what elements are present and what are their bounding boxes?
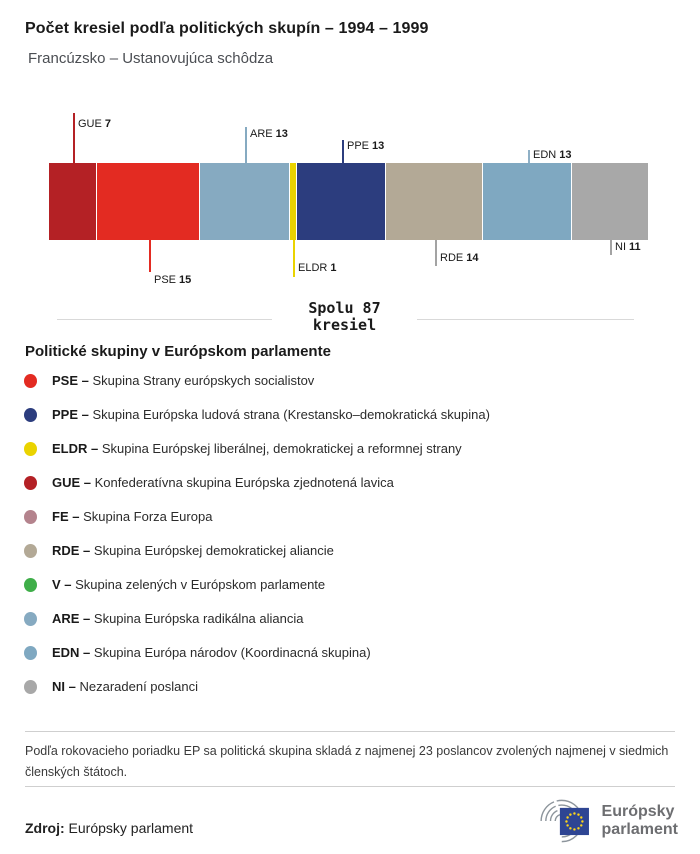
- legend-item-gue: [0, 473, 700, 493]
- group-seats: 13: [559, 149, 572, 161]
- callout-line-ni: [610, 240, 612, 255]
- legend-label: [52, 509, 212, 524]
- group-seats: 14: [466, 252, 479, 264]
- legend-dot-edn: [24, 646, 37, 660]
- group-seats: 1: [330, 262, 337, 274]
- legend-label: [52, 373, 314, 388]
- callout-label-eldr: [298, 262, 336, 274]
- ep-logo-text: Európsky parlament: [601, 803, 678, 838]
- bar-segment-edn: [483, 163, 573, 240]
- callout-label-ppe: [347, 140, 384, 152]
- page-subtitle: Francúzsko – Ustanovujúca schôdza: [28, 50, 274, 67]
- legend-item-edn: [0, 643, 700, 663]
- bar-segment-ppe: [297, 163, 387, 240]
- group-code: EDN: [533, 149, 557, 161]
- callout-line-edn: [528, 150, 530, 163]
- legend-code: ELDR –: [52, 441, 102, 456]
- ep-hemicycle-flag-icon: [528, 792, 596, 850]
- group-code: NI: [615, 241, 626, 253]
- legend-heading: Politické skupiny v Európskom parlamente: [25, 343, 331, 360]
- european-parliament-logo: [528, 792, 678, 850]
- stacked-bar: [49, 163, 648, 240]
- legend-label: [52, 407, 490, 422]
- callout-line-rde: [435, 240, 437, 266]
- legend-desc: Nezaradení poslanci: [79, 679, 198, 694]
- legend-code: ARE –: [52, 611, 94, 626]
- legend-desc: Skupina Forza Europa: [83, 509, 213, 524]
- callout-label-gue: [78, 118, 111, 130]
- legend-desc: Skupina Európska ludová strana (Krestansko–demokratická skupina): [92, 407, 490, 422]
- legend-dot-ppe: [24, 408, 37, 422]
- legend-label: [52, 611, 303, 626]
- legend-label: [52, 679, 198, 694]
- legend-item-pse: [0, 371, 700, 391]
- legend-desc: Skupina Európska radikálna aliancia: [93, 611, 304, 626]
- callout-label-rde: [440, 252, 478, 264]
- legend-label: [52, 577, 325, 592]
- group-code: GUE: [78, 118, 102, 130]
- legend-code: FE –: [52, 509, 84, 524]
- legend-dot-v: [24, 578, 37, 592]
- bar-segment-gue: [49, 163, 97, 240]
- legend-desc: Skupina Strany európskych socialistov: [92, 373, 315, 388]
- callout-line-ppe: [342, 140, 344, 163]
- group-code: ARE: [250, 128, 273, 140]
- total-divider-right: [417, 319, 634, 320]
- seat-distribution-chart: [0, 0, 700, 340]
- legend-dot-are: [24, 612, 37, 626]
- legend-item-eldr: [0, 439, 700, 459]
- group-seats: 15: [179, 274, 192, 286]
- group-code: PSE: [154, 274, 177, 286]
- source-value: Európsky parlament: [64, 820, 194, 836]
- legend-dot-ni: [24, 680, 37, 694]
- legend-item-v: [0, 575, 700, 595]
- footnote: Podľa rokovacieho poriadku EP sa politická skupina skladá z najmenej 23 poslancov zvolených najmenej v siedmich členských štátoch.: [25, 744, 669, 779]
- legend-dot-fe: [24, 510, 37, 524]
- legend-label: [52, 475, 394, 490]
- callout-label-are: [250, 128, 288, 140]
- legend-item-ni: [0, 677, 700, 697]
- callout-line-are: [245, 127, 247, 163]
- group-code: RDE: [440, 252, 464, 264]
- callout-line-eldr: [293, 240, 295, 277]
- divider-bottom: [25, 786, 675, 787]
- legend-dot-gue: [24, 476, 37, 490]
- legend-desc: Skupina Európa národov (Koordinacná skupina): [93, 645, 371, 660]
- bar-segment-rde: [386, 163, 482, 240]
- bar-segment-eldr: [290, 163, 297, 240]
- legend-item-rde: [0, 541, 700, 561]
- legend-label: [52, 645, 371, 660]
- total-seats-row: [0, 298, 700, 340]
- legend-code: GUE –: [52, 475, 95, 490]
- legend-dot-rde: [24, 544, 37, 558]
- callout-line-gue: [73, 113, 75, 163]
- bar-segment-ni: [572, 163, 648, 240]
- divider-top: [25, 731, 675, 732]
- callout-line-pse: [149, 240, 151, 272]
- group-seats: 11: [629, 241, 641, 253]
- legend-dot-eldr: [24, 442, 37, 456]
- legend-item-ppe: [0, 405, 700, 425]
- bar-segment-are: [200, 163, 290, 240]
- page-title: Počet kresiel podľa politických skupín – 1994 – 1999: [25, 20, 429, 37]
- group-seats: 13: [275, 128, 288, 140]
- legend-code: RDE –: [52, 543, 94, 558]
- group-code: ELDR: [298, 262, 328, 274]
- eu-flag: [560, 808, 589, 835]
- source-line: [25, 820, 193, 836]
- callout-label-ni: [615, 241, 641, 253]
- legend-desc: Skupina zelených v Európskom parlamente: [75, 577, 326, 592]
- total-divider-left: [57, 319, 272, 320]
- legend-code: EDN –: [52, 645, 94, 660]
- legend-code: PSE –: [52, 373, 93, 388]
- group-code: PPE: [347, 140, 370, 152]
- legend-desc: Konfederatívna skupina Európska zjednotená lavica: [94, 475, 394, 490]
- legend-label: [52, 543, 334, 558]
- callout-label-pse: [154, 274, 191, 286]
- legend-item-fe: [0, 507, 700, 527]
- bar-segment-pse: [97, 163, 200, 240]
- legend-code: NI –: [52, 679, 80, 694]
- legend-dot-pse: [24, 374, 37, 388]
- legend-code: V –: [52, 577, 76, 592]
- group-seats: 7: [104, 118, 111, 130]
- legend-label: [52, 441, 462, 456]
- legend-item-are: [0, 609, 700, 629]
- total-seats-label: Spolu 87 kresiel: [308, 299, 381, 334]
- source-label: Zdroj:: [25, 820, 65, 836]
- legend-code: PPE –: [52, 407, 93, 422]
- callout-label-edn: [533, 149, 571, 161]
- group-seats: 13: [372, 140, 385, 152]
- legend-desc: Skupina Európskej demokratickej aliancie: [93, 543, 334, 558]
- legend-desc: Skupina Európskej liberálnej, demokratickej a reformnej strany: [101, 441, 462, 456]
